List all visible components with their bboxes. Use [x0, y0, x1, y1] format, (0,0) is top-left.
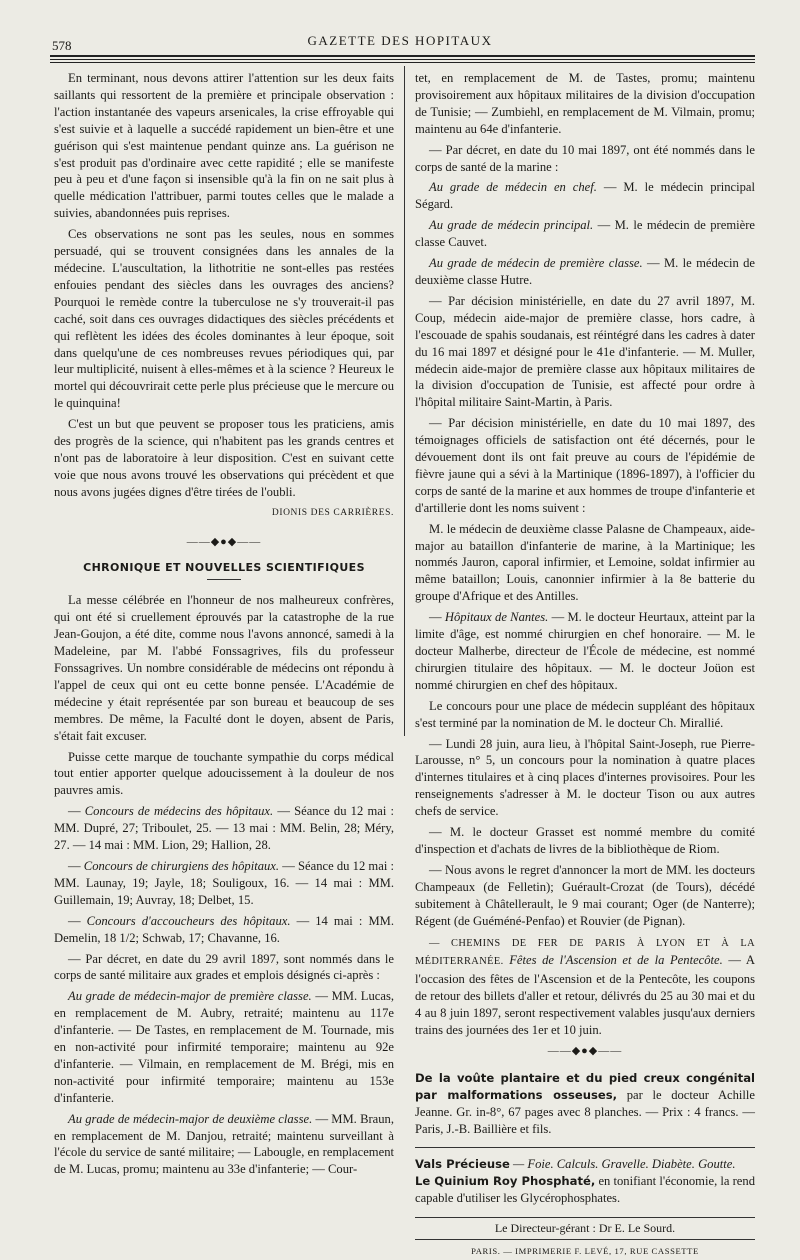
paragraph: Ces observations ne sont pas les seules, nous en sommes persuadé, qui se trouvent consignées dans les annales de la médecine. L'auscultation, la lithotritie ne sont-elles pas restées enfouies pendant des siècles dans les ouvrages des anciens? Pourquoi le remède contre la tuberculose ne s'y trouverait-il pas caché, soit dans ces ouvrages didactiques des siècles précédents et qui reflètent les idées des écoles dominantes à leur époque, soit dans quelqu'une de ces nombreuses revues périodiques qui, par leur multiplicité, nuisent à elles-mêmes et à la science ? Heureux le mortel qui découvrirait cette perle plus précieuse que le mercure ou le quinquina!: [54, 227, 394, 411]
paragraph: — Par décret, en date du 29 avril 1897, sont nommés dans le corps de santé militaire aux grades et emplois désignés ci-après :: [54, 951, 394, 983]
item-text: — MM. Lucas, en remplacement de M. Aubry, retraité; maintenu au 117e d'infanterie. — De Tastes, en remplacement de M. Tournade, mis en non-activité pour infirmité temporaire; maintenu au 92e d'infanterie. — Vilmain, en remplacement de M. Brégi, mis en non-activité pour infirmité temporaire; maintenu au 153e d'infanterie.: [54, 989, 395, 1105]
header-rule: [50, 62, 755, 63]
item-text: — MM. Braun, en remplacement de M. Danjou, retraité; maintenu surveillant à l'école du service de santé militaire; — Labougle, en remplacement de M. Lucas, promu; maintenu au 33e d'infanterie; — Cour-: [54, 1111, 394, 1177]
advertisement: [415, 1173, 755, 1207]
item-subtitle: Fêtes de l'Ascension et de la Pentecôte.: [509, 953, 723, 968]
author-signature: DIONIS DES CARRIÈRES.: [271, 507, 394, 518]
news-item: — Concours d'accoucheurs des hôpitaux. — 14 mai : MM. Demelin, 18 1/2; Schwab, 17; Chavanne, 16.: [54, 913, 394, 945]
paragraph: La messe célébrée en l'honneur de nos malheureux confrères, qui ont été si cruellement éprouvés par la catastrophe de la rue Jean-Goujon, a été dite, comme nous l'avons annoncé, samedi à la Madeleine, par M. l'abbé Fonssagrives, fils du professeur Fonssagrives. Un nombre considérable de médecins ont répondu à l'appel de ceux qui ont eu cette bonne pensée. L'Académie de médecine y était représentée par son bureau et beaucoup de ses membres. De même, la Faculté dont le doyen, absent de Paris, s'était fait excuser.: [54, 593, 394, 743]
ad-rule: [415, 1147, 755, 1148]
book-title: De la voûte plantaire et du pied creux congénital par malformations osseuses,: [415, 1070, 755, 1102]
news-item: [54, 988, 394, 1106]
item-text: — M. le médecin de première classe Cauvet.: [415, 218, 755, 250]
ad-text: en tonifiant l'économie, la rend capable d'utiliser les Glycérophosphates.: [415, 1174, 755, 1206]
book-notice: [415, 1070, 755, 1138]
ornament-divider: ——◆●◆——: [186, 535, 262, 548]
page-number: 578: [52, 38, 72, 53]
item-title: Au grade de médecin-major de première classe.: [68, 989, 312, 1004]
item-title: Concours de médecins des hôpitaux.: [84, 804, 274, 819]
item-title: Concours d'accoucheurs des hôpitaux.: [86, 913, 291, 928]
paragraph: — Par décision ministérielle, en date du 10 mai 1897, des témoignages officiels de satisfaction ont été décernés, pour le dévouement dont ils ont fait preuve au cours de l'épidémie de fièvre jaune qui a sévi à la Martinique (1896-1897), à l'officier du corps de santé de la marine et aux hommes de troupe d'infanterie et d'artillerie dont les noms suivent :: [415, 416, 755, 515]
paragraph: En terminant, nous devons attirer l'attention sur les deux faits saillants qui ressortent de la première et principale observation : l'action instantanée des vapeurs arsenicales, la crise effroyable qui s'est suivie et à laquelle a succédé rapidement un bien-être et une guérison qui s'est maintenue pendant quinze ans. La guérison ne s'est produit pas d'ordinaire avec cette rapidité ; elle se manifeste peu à peu et d'une façon si insensible qu'à la fin on ne sait plus à quelle médication l'attribuer, parmi toutes celles que le malade a suivies, abandonnées puis reprises.: [54, 71, 394, 221]
news-item: — Concours de médecins des hôpitaux. — Séance du 12 mai : MM. Dupré, 27; Triboulet, 25. — 13 mai : MM. Belin, 28; Méry, 27. — 14 mai : MM. Lion, 29; Hallion, 28.: [54, 804, 394, 853]
book-text: par le docteur Achille Jeanne. Gr. in-8°, 67 pages avec 8 planches. — Prix : 4 francs. — Paris, J.-B. Baillière et fils.: [415, 1087, 756, 1136]
printer-line: PARIS. — IMPRIMERIE F. LEVÉ, 17, RUE CASSETTE: [471, 1246, 699, 1257]
ad-name: Vals Précieuse: [415, 1157, 510, 1172]
ad-text: — Foie. Calculs. Gravelle. Diabète. Goutte.: [513, 1157, 736, 1172]
header-rule: [50, 59, 755, 60]
paragraph: C'est un but que peuvent se proposer tous les praticiens, amis des progrès de la science, qui n'habitent pas les grands centres et n'ont pas de laboratoire à leur disposition. C'est en suivant cette voie que nous avons trouvé les observations qui précèdent et que nous avons jugées dignes d'être tirées de l'oubli.: [54, 417, 394, 499]
item-text: — M. le médecin de deuxième classe Hutre.: [415, 256, 755, 287]
item-title: Au grade de médecin-major de deuxième classe.: [68, 1111, 313, 1126]
news-item: [415, 217, 755, 251]
header-rule: [50, 55, 755, 57]
paragraph: — Par décision ministérielle, en date du 27 avril 1897, M. Coup, médecin aide-major de première classe, hors cadre, à l'escouade de spahis soudanais, est réintégré dans les cadres à dater du 16 mai 1897 et désigné pour le 41e d'infanterie. — M. Muller, médecin aide-major de première classe aux hôpitaux militaires de la division d'occupation de Tunisie, est affecté pour ordre à l'hôpital militaire Saint-Martin, à Paris.: [415, 293, 755, 410]
paragraph: — Lundi 28 juin, aura lieu, à l'hôpital Saint-Joseph, rue Pierre-Larousse, n° 5, un concours pour la nomination à quatre places d'internes titulaires et à cinq places d'internes provisoires. Pour les renseignements s'adresser à M. le docteur Tison ou aux autres chefs de service.: [415, 736, 755, 819]
item-title: Au grade de médecin en chef.: [429, 180, 597, 195]
news-item: [415, 179, 755, 213]
paragraph: — Nous avons le regret d'annoncer la mort de MM. les docteurs Champeaux (de Felletin); Guérault-Crozat (de Tours), décédé subitement à Châtellerault, le 9 mai courant; Oger (de Nanterre); Régent (de Guéméné-Penfao) et Rouvier (de Pignan).: [415, 862, 755, 928]
running-title: GAZETTE DES HOPITAUX: [307, 33, 493, 48]
advertisement: [415, 1156, 755, 1173]
column-divider: [404, 66, 405, 736]
item-text: — M. le médecin principal Ségard.: [415, 180, 756, 212]
news-item: — Concours de chirurgiens des hôpitaux. — Séance du 12 mai : MM. Launay, 19; Jayle, 18; Souligoux, 16. — 14 mai : MM. Guillemain, 19; Auvray, 18; Delbet, 15.: [54, 858, 394, 907]
item-text: — Séance du 12 mai : MM. Dupré, 27; Triboulet, 25. — 13 mai : MM. Belin, 28; Méry, 27. — 14 mai : MM. Lion, 29; Hallion, 28.: [54, 804, 394, 853]
news-item: [54, 1111, 394, 1179]
paragraph: Le concours pour une place de médecin suppléant des hôpitaux s'est terminé par la nomination de M. le docteur Ch. Mirallié.: [415, 698, 755, 730]
paragraph: M. le médecin de deuxième classe Palasne de Champeaux, aide-major au bataillon d'infanterie de marine, à la Martinique; les nommés Jauron, caporal infirmier, et Lemoine, soldat infirmier au même bataillon; Louis, canonnier infirmier à la 8e batterie du groupe d'Afrique et des Antilles.: [415, 521, 755, 604]
item-text: — A l'occasion des fêtes de l'Ascension et de la Pentecôte, les coupons de retour des billets d'aller et retour, délivrés du 25 au 30 mai et du 4 au 8 juin 1897, seront respectivement valables jusqu'aux derniers trains des journées des 1er et 10 juin.: [415, 953, 755, 1038]
left-column: [54, 70, 394, 1182]
item-title: — CHEMINS DE FER DE PARIS À LYON ET À LA MÉDITERRANÉE.: [415, 937, 755, 968]
news-item: [415, 255, 755, 289]
ornament-divider: ——◆●◆——: [547, 1044, 623, 1057]
news-item: [415, 934, 755, 1039]
item-title: Concours de chirurgiens des hôpitaux.: [83, 858, 280, 873]
right-column: [415, 70, 755, 1260]
item-title: Au grade de médecin principal.: [429, 218, 594, 233]
item-text: — Séance du 12 mai : MM. Launay, 19; Jayle, 18; Souligoux, 16. — 14 mai : MM. Guillemain, 19; Auvray, 18; Delbet, 15.: [54, 858, 394, 907]
paragraph: — M. le docteur Grasset est nommé membre du comité d'inspection et d'achats de livres de la bibliothèque de Riom.: [415, 825, 755, 856]
item-title: Au grade de médecin de première classe.: [429, 256, 643, 271]
section-title: CHRONIQUE ET NOUVELLES SCIENTIFIQUES: [83, 561, 365, 575]
item-text: — 14 mai : MM. Demelin, 18 1/2; Schwab, 17; Chavanne, 16.: [54, 913, 394, 945]
paragraph: Puisse cette marque de touchante sympathie du corps médical tout entier apporter quelque adoucissement à la douleur de nos pauvres amis.: [54, 749, 394, 798]
ad-name: Le Quinium Roy Phosphaté,: [415, 1174, 596, 1189]
paragraph: — Par décret, en date du 10 mai 1897, ont été nommés dans le corps de santé de la marine :: [415, 142, 755, 174]
paragraph: tet, en remplacement de M. de Tastes, promu; maintenu provisoirement aux hôpitaux militaires de la division d'occupation de Tunisie; — Zumbiehl, en remplacement de M. Vilmain, promu; maintenu au 64e d'infanterie.: [415, 71, 755, 136]
item-text: — M. le docteur Heurtaux, atteint par la limite d'âge, est nommé chirurgien en chef honoraire. — M. le docteur Malherbe, directeur de l'École de médecine, est nommé chirurgien titulaire des hôpitaux. — M. le docteur Joüon est nommé chirurgien en chef des hôpitaux.: [415, 610, 755, 692]
item-title: Hôpitaux de Nantes.: [444, 610, 549, 625]
director-line: Le Directeur-gérant : Dr E. Le Sourd.: [415, 1217, 755, 1240]
news-item: — Hôpitaux de Nantes. — M. le docteur Heurtaux, atteint par la limite d'âge, est nommé chirurgien en chef honoraire. — M. le docteur Malherbe, directeur de l'École de médecine, est nommé chirurgien titulaire des hôpitaux. — M. le docteur Joüon est nommé chirurgien en chef des hôpitaux.: [415, 610, 755, 692]
section-rule: [207, 579, 241, 580]
